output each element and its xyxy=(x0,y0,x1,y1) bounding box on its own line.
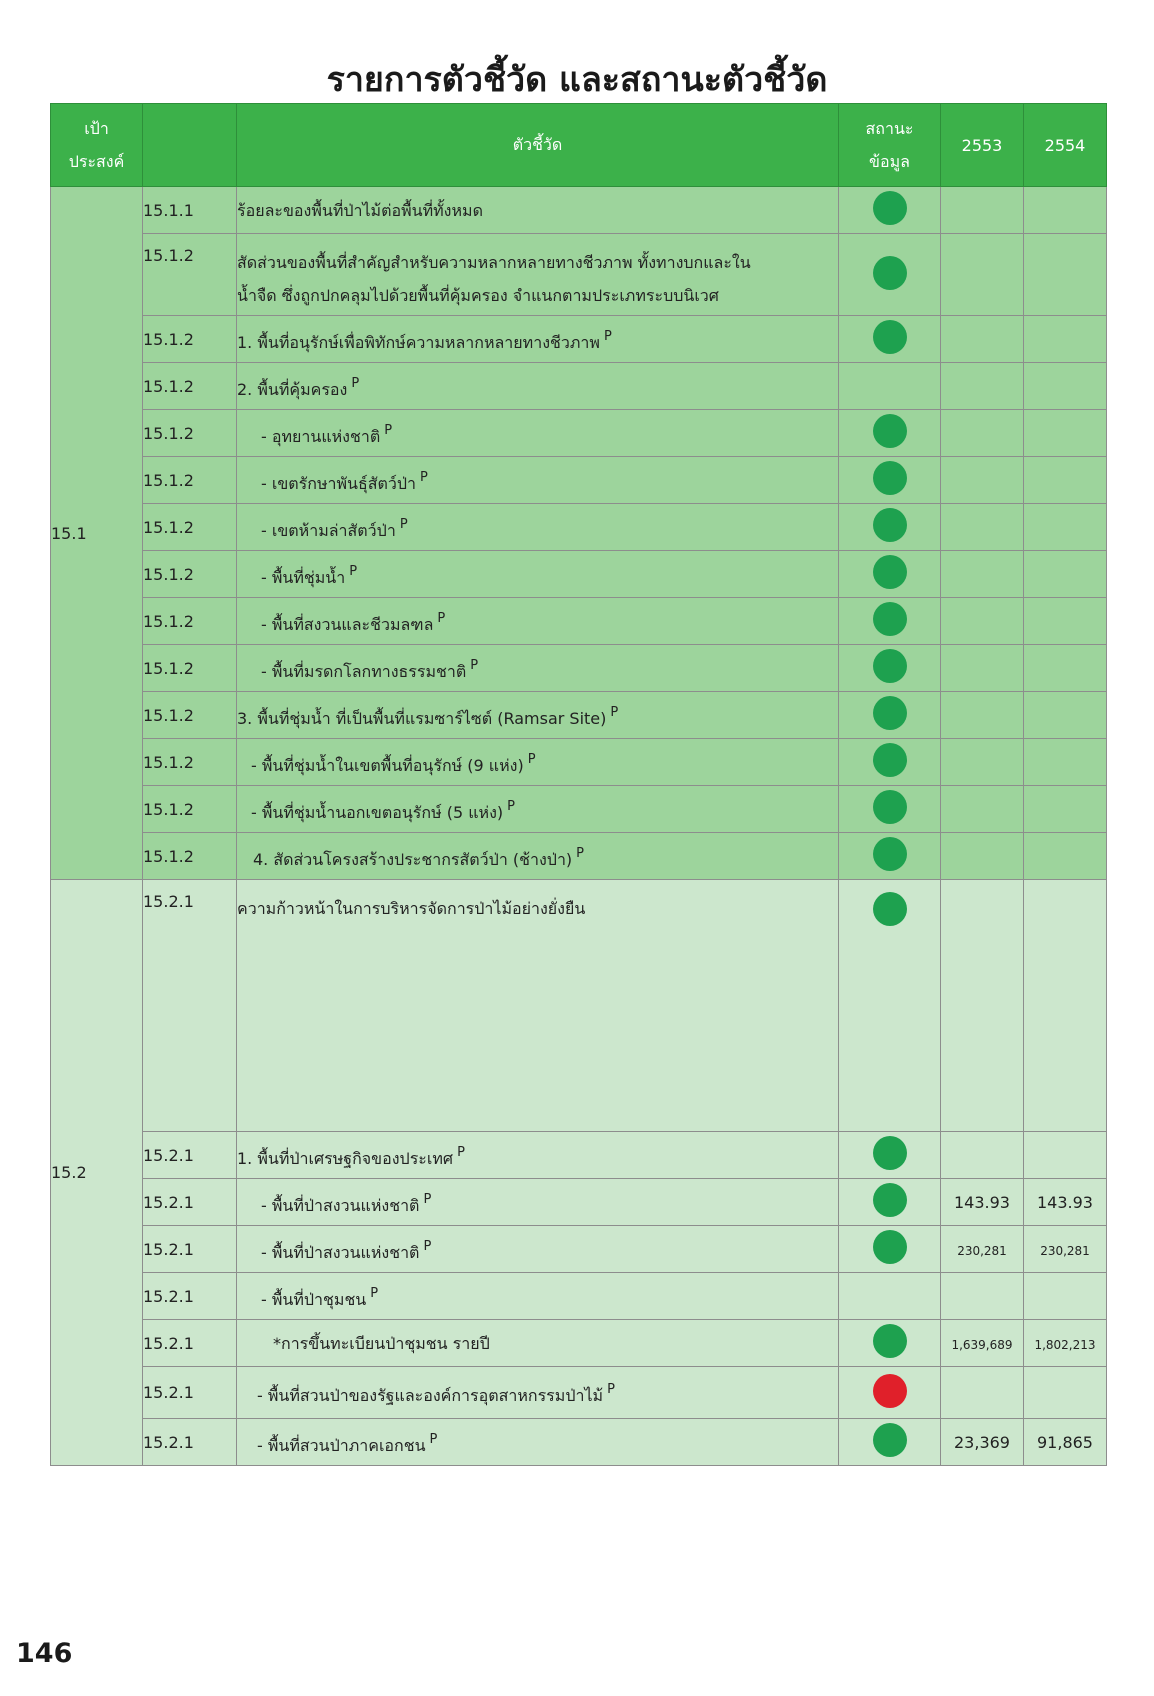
value-2553 xyxy=(941,1273,1024,1320)
table-row xyxy=(51,410,1107,457)
value-2553: 23,369 xyxy=(941,1419,1024,1466)
indicator-name: 1. พื้นที่ป่าเศรษฐกิจของประเทศ $^P$ xyxy=(237,1132,839,1179)
status-cell xyxy=(839,645,941,692)
indicator-code: 15.1.2 xyxy=(143,786,237,833)
table-row xyxy=(51,1179,1107,1226)
header-year-2553: 2553 xyxy=(941,104,1024,187)
status-cell xyxy=(839,880,941,1132)
indicator-code: 15.2.1 xyxy=(143,880,237,1132)
status-green-icon xyxy=(873,1230,907,1264)
indicator-code: 15.1.2 xyxy=(143,457,237,504)
status-cell xyxy=(839,833,941,880)
indicator-code: 15.2.1 xyxy=(143,1419,237,1466)
table-row xyxy=(51,1226,1107,1273)
value-2553 xyxy=(941,833,1024,880)
indicator-name: - พื้นที่ป่าชุมชน $^P$ xyxy=(237,1273,839,1320)
status-green-icon xyxy=(873,1423,907,1457)
indicator-name: 1. พื้นที่อนุรักษ์เพื่อพิทักษ์ความหลากหลายทางชีวภาพ $^P$ xyxy=(237,316,839,363)
status-green-icon xyxy=(873,649,907,683)
indicator-name: ความก้าวหน้าในการบริหารจัดการป่าไม้อย่างยั่งยืน xyxy=(237,880,839,1132)
indicator-code: 15.2.1 xyxy=(143,1320,237,1367)
indicator-name: - พื้นที่ป่าสงวนแห่งชาติ $^P$ xyxy=(237,1226,839,1273)
goal-cell: 15.2 xyxy=(51,880,143,1466)
header-indicator: ตัวชี้วัด xyxy=(237,104,839,187)
status-green-icon xyxy=(873,461,907,495)
value-2553 xyxy=(941,551,1024,598)
value-2554 xyxy=(1024,1273,1107,1320)
status-green-icon xyxy=(873,414,907,448)
indicator-code: 15.2.1 xyxy=(143,1179,237,1226)
status-green-icon xyxy=(873,790,907,824)
table-row xyxy=(51,457,1107,504)
indicator-name: - พื้นที่สวนป่าของรัฐและองค์การอุตสาหกรรมป่าไม้ $^P$ xyxy=(237,1367,839,1419)
indicator-code: 15.1.2 xyxy=(143,551,237,598)
status-cell xyxy=(839,598,941,645)
value-2553 xyxy=(941,739,1024,786)
status-cell xyxy=(839,1419,941,1466)
status-cell xyxy=(839,234,941,316)
status-green-icon xyxy=(873,1136,907,1170)
value-2553 xyxy=(941,504,1024,551)
indicator-code: 15.2.1 xyxy=(143,1132,237,1179)
status-green-icon xyxy=(873,696,907,730)
status-cell xyxy=(839,504,941,551)
value-2553 xyxy=(941,1132,1024,1179)
status-green-icon xyxy=(873,191,907,225)
value-2553: 143.93 xyxy=(941,1179,1024,1226)
value-2553 xyxy=(941,187,1024,234)
value-2554 xyxy=(1024,187,1107,234)
table-row xyxy=(51,645,1107,692)
indicator-name: สัดส่วนของพื้นที่สำคัญสำหรับความหลากหลายทางชีวภาพ ทั้งทางบกและใน น้ำจืด ซึ่งถูกปกคลุมไปด้วยพื้นที่คุ้มครอง จำแนกตามประเภทระบบนิเวศ xyxy=(237,234,839,316)
table-row xyxy=(51,1273,1107,1320)
status-cell xyxy=(839,410,941,457)
status-green-icon xyxy=(873,743,907,777)
table-row xyxy=(51,316,1107,363)
indicator-name: 4. สัดส่วนโครงสร้างประชากรสัตว์ป่า (ช้างป่า) $^P$ xyxy=(237,833,839,880)
status-green-icon xyxy=(873,555,907,589)
status-cell xyxy=(839,551,941,598)
value-2554 xyxy=(1024,833,1107,880)
status-cell xyxy=(839,1132,941,1179)
value-2554: 91,865 xyxy=(1024,1419,1107,1466)
status-cell xyxy=(839,187,941,234)
indicator-code: 15.1.2 xyxy=(143,234,237,316)
table-row xyxy=(51,234,1107,316)
table-header-row xyxy=(51,104,1107,187)
value-2553 xyxy=(941,316,1024,363)
indicator-name: *การขึ้นทะเบียนป่าชุมชน รายปี xyxy=(237,1320,839,1367)
status-cell xyxy=(839,1273,941,1320)
indicator-name: - พื้นที่ชุ่มน้ำ $^P$ xyxy=(237,551,839,598)
status-green-icon xyxy=(873,892,907,926)
value-2553 xyxy=(941,598,1024,645)
indicator-code: 15.1.1 xyxy=(143,187,237,234)
status-green-icon xyxy=(873,320,907,354)
indicator-table xyxy=(50,103,1107,1466)
status-green-icon xyxy=(873,508,907,542)
header-goal: เป้า ประสงค์ xyxy=(51,104,143,187)
indicator-name: - พื้นที่ชุ่มน้ำในเขตพื้นที่อนุรักษ์ (9 แห่ง) $^P$ xyxy=(237,739,839,786)
value-2554 xyxy=(1024,363,1107,410)
indicator-name: - อุทยานแห่งชาติ $^P$ xyxy=(237,410,839,457)
value-2554: 143.93 xyxy=(1024,1179,1107,1226)
value-2553 xyxy=(941,786,1024,833)
status-cell xyxy=(839,1179,941,1226)
status-cell xyxy=(839,1320,941,1367)
table-row xyxy=(51,551,1107,598)
value-2553 xyxy=(941,1367,1024,1419)
table-row xyxy=(51,363,1107,410)
indicator-code: 15.2.1 xyxy=(143,1367,237,1419)
indicator-code: 15.1.2 xyxy=(143,645,237,692)
status-cell xyxy=(839,786,941,833)
indicator-code: 15.1.2 xyxy=(143,692,237,739)
indicator-name: - พื้นที่มรดกโลกทางธรรมชาติ $^P$ xyxy=(237,645,839,692)
table-row xyxy=(51,1132,1107,1179)
table-row xyxy=(51,1419,1107,1466)
indicator-name: 3. พื้นที่ชุ่มน้ำ ที่เป็นพื้นที่แรมซาร์ไซต์ (Ramsar Site) $^P$ xyxy=(237,692,839,739)
indicator-code: 15.1.2 xyxy=(143,363,237,410)
indicator-name: 2. พื้นที่คุ้มครอง $^P$ xyxy=(237,363,839,410)
value-2554 xyxy=(1024,410,1107,457)
status-green-icon xyxy=(873,1324,907,1358)
indicator-code: 15.1.2 xyxy=(143,316,237,363)
value-2554 xyxy=(1024,504,1107,551)
value-2554 xyxy=(1024,1132,1107,1179)
status-cell xyxy=(839,316,941,363)
value-2554 xyxy=(1024,692,1107,739)
value-2554 xyxy=(1024,234,1107,316)
table-row xyxy=(51,1320,1107,1367)
value-2554 xyxy=(1024,598,1107,645)
status-cell xyxy=(839,1226,941,1273)
header-code xyxy=(143,104,237,187)
status-cell xyxy=(839,1367,941,1419)
indicator-code: 15.2.1 xyxy=(143,1226,237,1273)
value-2553 xyxy=(941,410,1024,457)
value-2554 xyxy=(1024,880,1107,1132)
table-row xyxy=(51,1367,1107,1419)
indicator-code: 15.1.2 xyxy=(143,410,237,457)
status-green-icon xyxy=(873,1183,907,1217)
value-2554 xyxy=(1024,551,1107,598)
value-2553 xyxy=(941,234,1024,316)
indicator-name: - พื้นที่สงวนและชีวมลฑล $^P$ xyxy=(237,598,839,645)
value-2553: 230,281 xyxy=(941,1226,1024,1273)
value-2553 xyxy=(941,457,1024,504)
table-row xyxy=(51,880,1107,1132)
value-2553: 1,639,689 xyxy=(941,1320,1024,1367)
value-2553 xyxy=(941,363,1024,410)
page-number: 146 xyxy=(16,1638,73,1669)
value-2554 xyxy=(1024,645,1107,692)
goal-cell: 15.1 xyxy=(51,187,143,880)
indicator-name: ร้อยละของพื้นที่ป่าไม้ต่อพื้นที่ทั้งหมด xyxy=(237,187,839,234)
value-2553 xyxy=(941,880,1024,1132)
indicator-name: - เขตรักษาพันธุ์สัตว์ป่า $^P$ xyxy=(237,457,839,504)
value-2554 xyxy=(1024,316,1107,363)
status-cell xyxy=(839,692,941,739)
value-2553 xyxy=(941,645,1024,692)
value-2554: 230,281 xyxy=(1024,1226,1107,1273)
value-2554: 1,802,213 xyxy=(1024,1320,1107,1367)
table-row xyxy=(51,692,1107,739)
status-red-icon xyxy=(873,1374,907,1408)
table-row xyxy=(51,786,1107,833)
table-row xyxy=(51,833,1107,880)
indicator-name: - พื้นที่ป่าสงวนแห่งชาติ $^P$ xyxy=(237,1179,839,1226)
table-row xyxy=(51,598,1107,645)
status-cell xyxy=(839,363,941,410)
page-title: รายการตัวชี้วัด และสถานะตัวชี้วัด xyxy=(326,60,828,100)
indicator-code: 15.1.2 xyxy=(143,504,237,551)
indicator-name: - พื้นที่สวนป่าภาคเอกชน $^P$ xyxy=(237,1419,839,1466)
value-2554 xyxy=(1024,457,1107,504)
indicator-code: 15.1.2 xyxy=(143,833,237,880)
value-2554 xyxy=(1024,786,1107,833)
indicator-code: 15.1.2 xyxy=(143,598,237,645)
header-status: สถานะ ข้อมูล xyxy=(839,104,941,187)
status-green-icon xyxy=(873,602,907,636)
value-2553 xyxy=(941,692,1024,739)
table-row xyxy=(51,504,1107,551)
value-2554 xyxy=(1024,739,1107,786)
status-green-icon xyxy=(873,837,907,871)
status-cell xyxy=(839,739,941,786)
table-row xyxy=(51,739,1107,786)
table-row xyxy=(51,187,1107,234)
value-2554 xyxy=(1024,1367,1107,1419)
indicator-name: - เขตห้ามล่าสัตว์ป่า $^P$ xyxy=(237,504,839,551)
header-year-2554: 2554 xyxy=(1024,104,1107,187)
status-green-icon xyxy=(873,256,907,290)
indicator-code: 15.1.2 xyxy=(143,739,237,786)
status-cell xyxy=(839,457,941,504)
indicator-code: 15.2.1 xyxy=(143,1273,237,1320)
indicator-name: - พื้นที่ชุ่มน้ำนอกเขตอนุรักษ์ (5 แห่ง) $^P$ xyxy=(237,786,839,833)
